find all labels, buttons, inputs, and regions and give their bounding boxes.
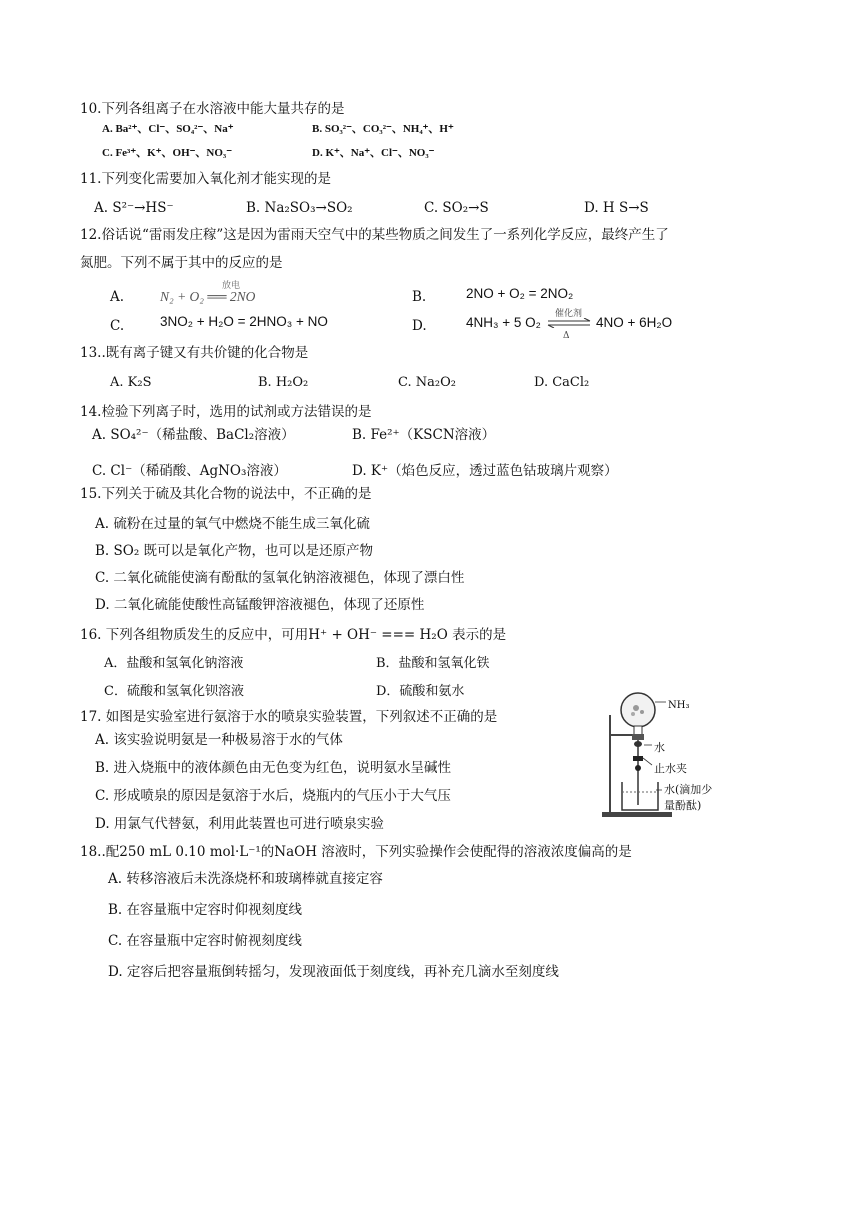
q12-option-d-catalyst: 催化剂 xyxy=(555,309,583,319)
q10-stem: 10.下列各组离子在水溶液中能大量共存的是 xyxy=(80,101,345,117)
q15-option-a: A. 硫粉在过量的氧气中燃烧不能生成三氧化硫 xyxy=(95,516,370,532)
q17-option-b: B. 进入烧瓶中的液体颜色由无色变为红色，说明氨水呈碱性 xyxy=(95,760,452,776)
q12-option-a-label: A. xyxy=(110,289,125,305)
q14-option-d: D. K⁺（焰色反应，透过蓝色钴玻璃片观察） xyxy=(352,463,618,479)
q12-option-a-condition: 放电 xyxy=(222,281,241,291)
q18-option-b: B. 在容量瓶中定容时仰视刻度线 xyxy=(108,902,303,918)
q10-option-c: C. Fe³⁺、K⁺、OH⁻、NO₃⁻ xyxy=(102,147,233,159)
q17-option-d: D. 用氯气代替氨，利用此装置也可进行喷泉实验 xyxy=(95,816,384,832)
q13-option-d: D. CaCl₂ xyxy=(534,375,590,390)
q10-option-b: B. SO₃²⁻、CO₃²⁻、NH₄⁺、H⁺ xyxy=(312,123,454,135)
q13-option-b: B. H₂O₂ xyxy=(258,375,309,390)
q18-option-c: C. 在容量瓶中定容时俯视刻度线 xyxy=(108,933,302,949)
q17-option-c: C. 形成喷泉的原因是氨溶于水后，烧瓶内的气压小于大气压 xyxy=(95,788,451,804)
q15-option-c: C. 二氧化硫能使滴有酚酞的氢氧化钠溶液褪色，体现了漂白性 xyxy=(95,570,465,586)
q15-option-b: B. SO₂ 既可以是氧化产物，也可以是还原产物 xyxy=(95,543,374,559)
q12-option-d-left: 4NH₃ + 5 O₂ xyxy=(466,315,541,330)
q14-option-b: B. Fe²⁺（KSCN溶液） xyxy=(352,427,496,443)
q12-option-b-equation: 2NO + O₂ = 2NO₂ xyxy=(466,286,574,301)
q16-option-a: A．盐酸和氢氧化钠溶液 xyxy=(104,656,244,671)
q12-option-a-equation: N₂ + O₂ ══ 2NO xyxy=(160,289,256,304)
figure-label-clamp: 止水夹 xyxy=(654,762,687,775)
q11-option-c: C. SO₂→S xyxy=(424,200,489,216)
q16-option-d: D．硫酸和氨水 xyxy=(376,684,465,699)
beaker-icon xyxy=(622,782,658,810)
q14-option-a: A. SO₄²⁻（稀盐酸、BaCl₂溶液） xyxy=(92,427,295,443)
q14-stem: 14.检验下列离子时，选用的试剂或方法错误的是 xyxy=(80,404,372,420)
q12-option-b-label: B. xyxy=(412,289,427,305)
q12-option-c-equation: 3NO₂ + H₂O = 2HNO₃ + NO xyxy=(160,314,328,329)
stand-base-icon xyxy=(602,812,672,817)
q15-stem: 15.下列关于硫及其化合物的说法中，不正确的是 xyxy=(80,486,372,502)
figure-label-water: 水 xyxy=(654,741,665,754)
q16-option-b: B．盐酸和氢氧化铁 xyxy=(376,656,490,671)
q12-option-c-label: C. xyxy=(110,318,125,334)
q12-stem-line2: 氮肥。下列不属于其中的反应的是 xyxy=(80,255,283,271)
q17-option-a: A. 该实验说明氨是一种极易溶于水的气体 xyxy=(95,732,343,748)
figure-label-nh3: NH₃ xyxy=(668,700,690,711)
figure-label-beaker-line2: 量酚酞) xyxy=(664,799,702,812)
q11-stem: 11.下列变化需要加入氧化剂才能实现的是 xyxy=(80,171,331,187)
q12-option-d-heat: Δ xyxy=(563,331,570,341)
q10-option-d: D. K⁺、Na⁺、Cl⁻、NO₃⁻ xyxy=(312,147,435,159)
q18-option-d: D. 定容后把容量瓶倒转摇匀，发现液面低于刻度线，再补充几滴水至刻度线 xyxy=(108,964,559,980)
q13-option-c: C. Na₂O₂ xyxy=(398,375,456,390)
q10-option-a: A. Ba²⁺、Cl⁻、SO₄²⁻、Na⁺ xyxy=(102,123,234,135)
q12-option-d-label: D. xyxy=(412,318,427,334)
q13-stem: 13..既有离子键又有共价键的化合物是 xyxy=(80,345,309,361)
q12-option-d-right: 4NO + 6H₂O xyxy=(596,315,673,330)
q16-option-c: C．硫酸和氢氧化钡溶液 xyxy=(104,684,244,699)
q11-option-a: A. S²⁻→HS⁻ xyxy=(94,200,174,216)
q16-stem: 16. 下列各组物质发生的反应中，可用H⁺ + OH⁻ === H₂O 表示的是 xyxy=(80,627,507,643)
q18-option-a: A. 转移溶液后未洗涤烧杯和玻璃棒就直接定容 xyxy=(108,871,383,887)
q13-option-a: A. K₂S xyxy=(110,375,152,390)
q11-option-d: D. H S→S xyxy=(584,200,649,216)
q15-option-d: D. 二氧化硫能使酸性高锰酸钾溶液褪色，体现了还原性 xyxy=(95,597,425,613)
q17-stem: 17. 如图是实验室进行氨溶于水的喷泉实验装置，下列叙述不正确的是 xyxy=(80,709,498,725)
q14-option-c: C. Cl⁻（稀硝酸、AgNO₃溶液） xyxy=(92,463,287,479)
q12-stem-line1: 12.俗话说“雷雨发庄稼”这是因为雷雨天空气中的某些物质之间发生了一系列化学反应，最终产生了 xyxy=(80,227,669,243)
figure-label-beaker-line1: 水(滴加少 xyxy=(664,783,713,796)
q11-option-b: B. Na₂SO₃→SO₂ xyxy=(246,200,353,216)
pinch-clamp-icon xyxy=(633,756,643,761)
q18-stem: 18..配250 mL 0.10 mol·L⁻¹的NaOH 溶液时，下列实验操作会使配得的溶液浓度偏高的是 xyxy=(80,844,632,860)
